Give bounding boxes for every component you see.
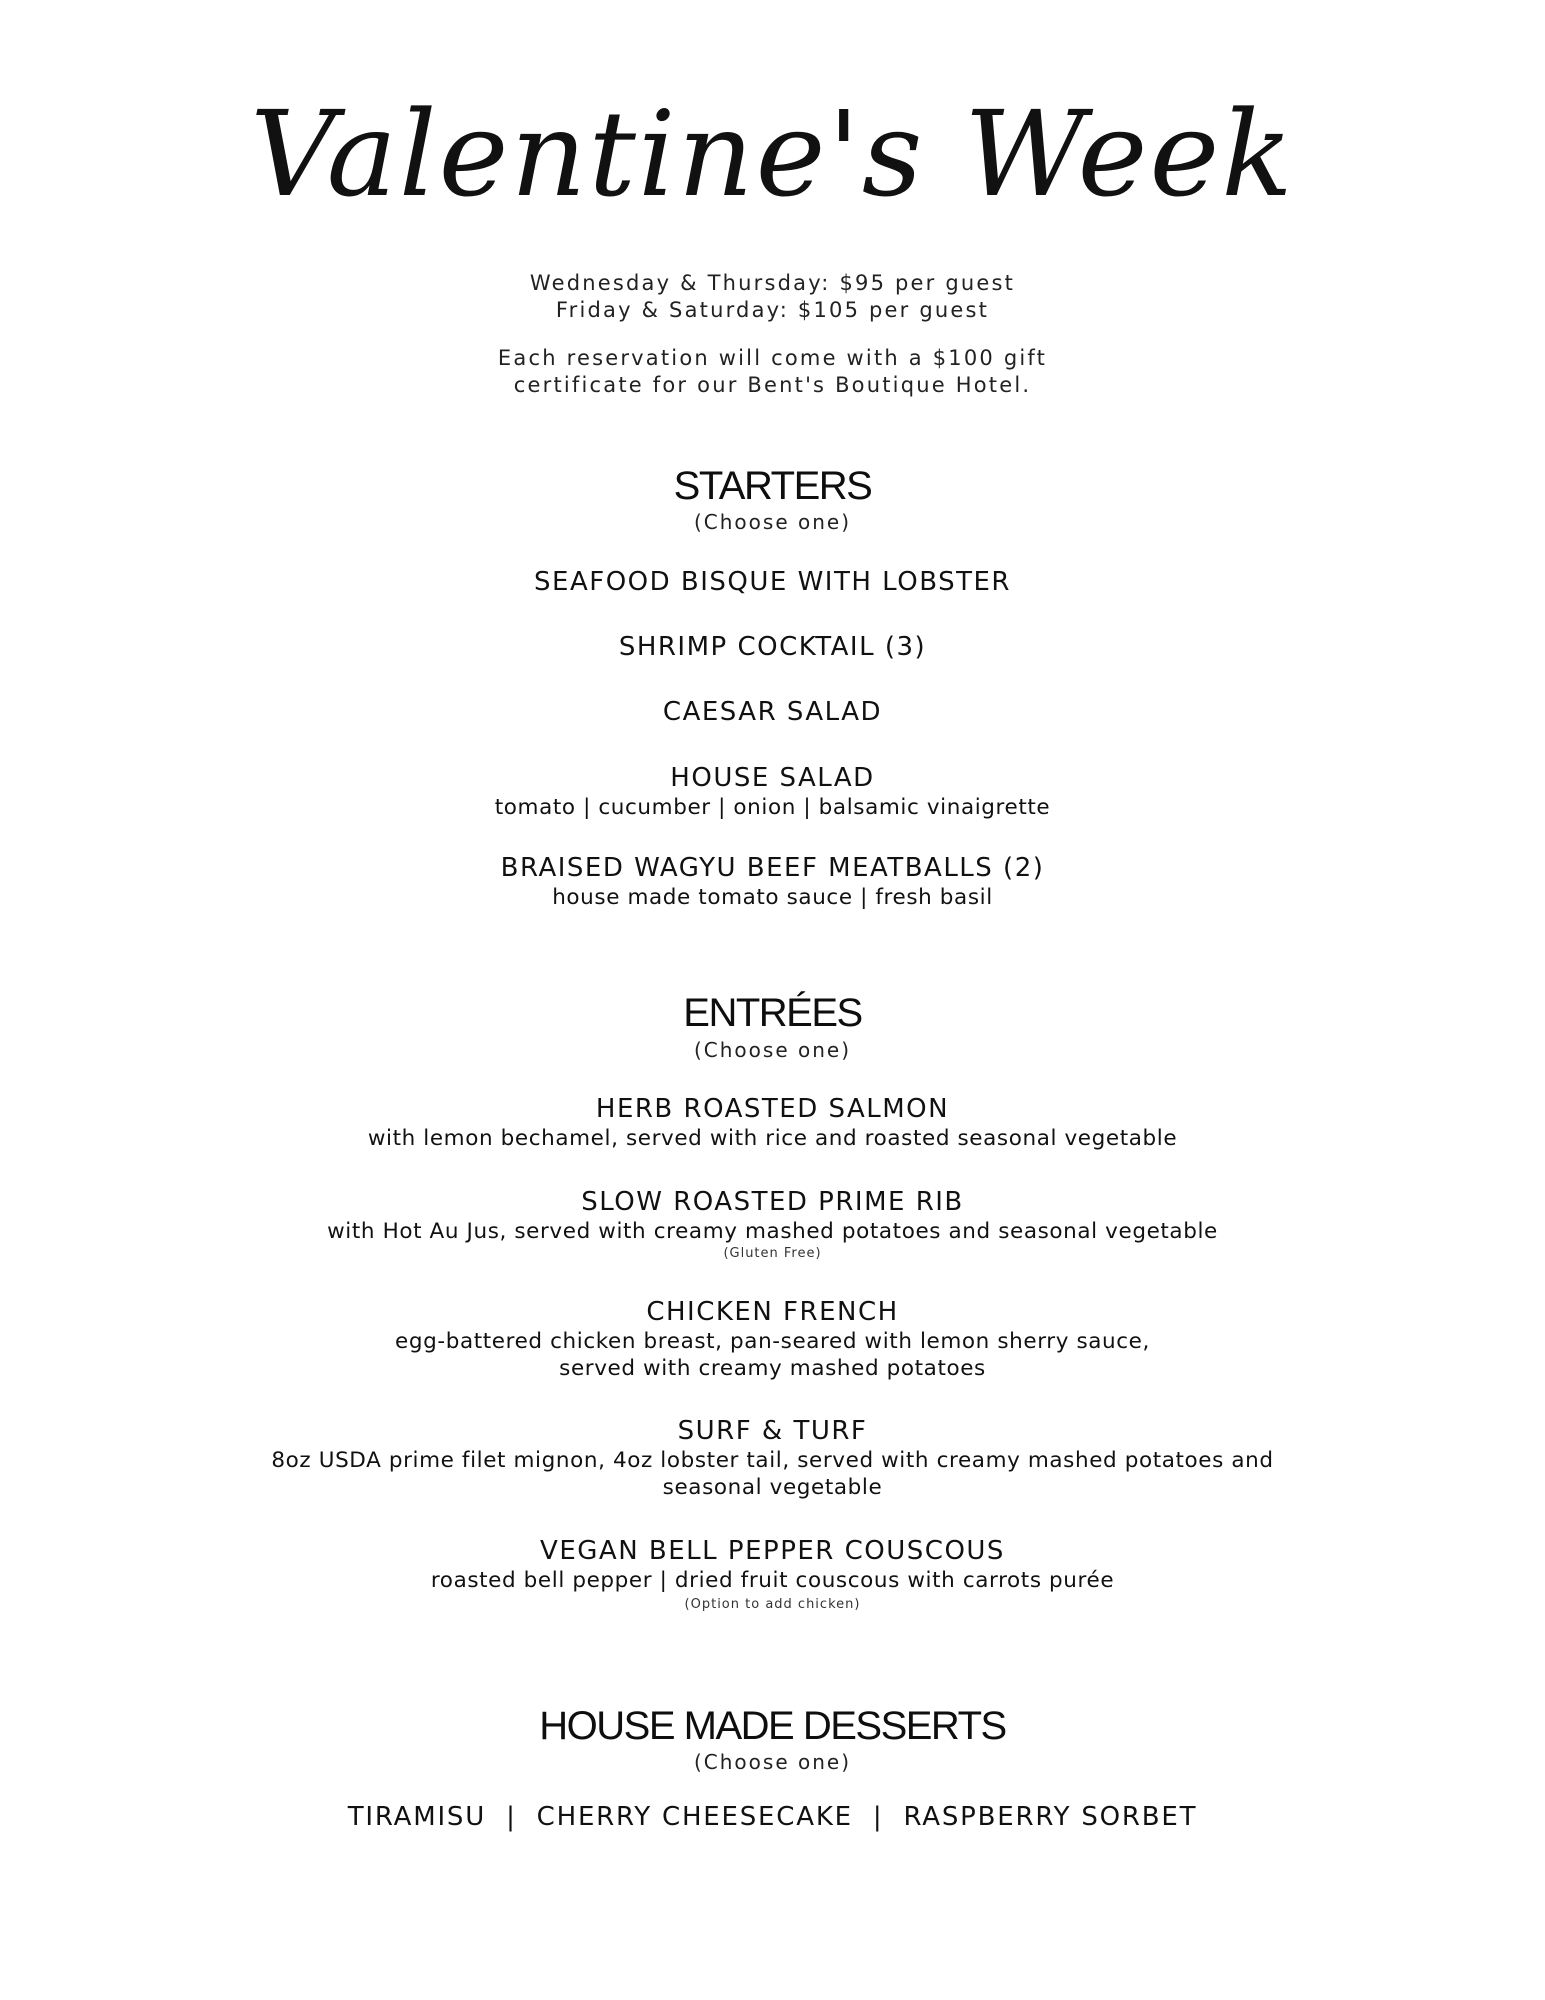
item-note: (Gluten Free) (723, 1246, 822, 1261)
item-description: with Hot Au Jus, served with creamy mashed potatoes and seasonal vegetable (327, 1219, 1218, 1244)
item-name: HOUSE SALAD (670, 763, 875, 793)
dessert-item: TIRAMISU (347, 1802, 487, 1832)
item-description: seasonal vegetable (662, 1475, 883, 1500)
gift-line: certificate for our Bent's Boutique Hotel. (513, 373, 1032, 397)
menu-item (0, 1296, 1545, 1382)
item-name: SURF & TURF (677, 1416, 868, 1446)
menu-item (0, 762, 1545, 821)
item-name: SLOW ROASTED PRIME RIB (581, 1187, 964, 1217)
item-name: VEGAN BELL PEPPER COUSCOUS (540, 1536, 1005, 1566)
pricing-line: Wednesday & Thursday: $95 per guest (529, 271, 1016, 295)
item-description: house made tomato sauce | fresh basil (552, 885, 993, 910)
desserts-choose-note: (Choose one) (693, 1750, 852, 1774)
menu-item (0, 1093, 1545, 1152)
dessert-item: CHERRY CHEESECAKE (536, 1802, 853, 1832)
entrees-choose-note: (Choose one) (693, 1038, 852, 1062)
desserts-list (0, 1800, 1545, 1834)
starters-heading: STARTERS (673, 464, 872, 508)
item-description: 8oz USDA prime filet mignon, 4oz lobster tail, served with creamy mashed potatoes and (271, 1448, 1274, 1473)
menu-item (0, 696, 1545, 728)
starters-choose-note: (Choose one) (693, 510, 852, 534)
menu-item (0, 1535, 1545, 1614)
gift-line: Each reservation will come with a $100 gift (497, 346, 1048, 370)
pricing-block (0, 270, 1545, 324)
menu-item (0, 566, 1545, 598)
dessert-separator: | (872, 1802, 884, 1832)
item-note: (Option to add chicken) (684, 1597, 861, 1612)
item-name: HERB ROASTED SALMON (595, 1094, 950, 1124)
item-name: CHICKEN FRENCH (646, 1297, 899, 1327)
item-name: BRAISED WAGYU BEEF MEATBALLS (2) (500, 853, 1045, 883)
item-name: SEAFOOD BISQUE WITH LOBSTER (534, 567, 1011, 597)
item-name: SHRIMP COCKTAIL (3) (618, 632, 927, 662)
menu-item (0, 631, 1545, 663)
item-description: egg-battered chicken breast, pan-seared with lemon sherry sauce, (395, 1329, 1150, 1354)
entrees-heading: ENTRÉES (683, 991, 862, 1035)
menu-item (0, 1186, 1545, 1263)
dessert-item: RASPBERRY SORBET (903, 1802, 1198, 1832)
dessert-separator: | (506, 1802, 517, 1832)
pricing-line: Friday & Saturday: $105 per guest (555, 298, 990, 322)
desserts-heading: HOUSE MADE DESSERTS (539, 1704, 1006, 1748)
menu-item (0, 1415, 1545, 1501)
menu-item (0, 852, 1545, 911)
item-description: tomato | cucumber | onion | balsamic vinaigrette (494, 795, 1051, 820)
item-description: served with creamy mashed potatoes (559, 1356, 986, 1381)
item-description: with lemon bechamel, served with rice and roasted seasonal vegetable (367, 1126, 1178, 1151)
item-description: roasted bell pepper | dried fruit couscous with carrots purée (430, 1568, 1115, 1593)
item-name: CAESAR SALAD (662, 697, 883, 727)
gift-note (0, 345, 1545, 399)
page-title: Valentine's Week (250, 85, 1295, 223)
